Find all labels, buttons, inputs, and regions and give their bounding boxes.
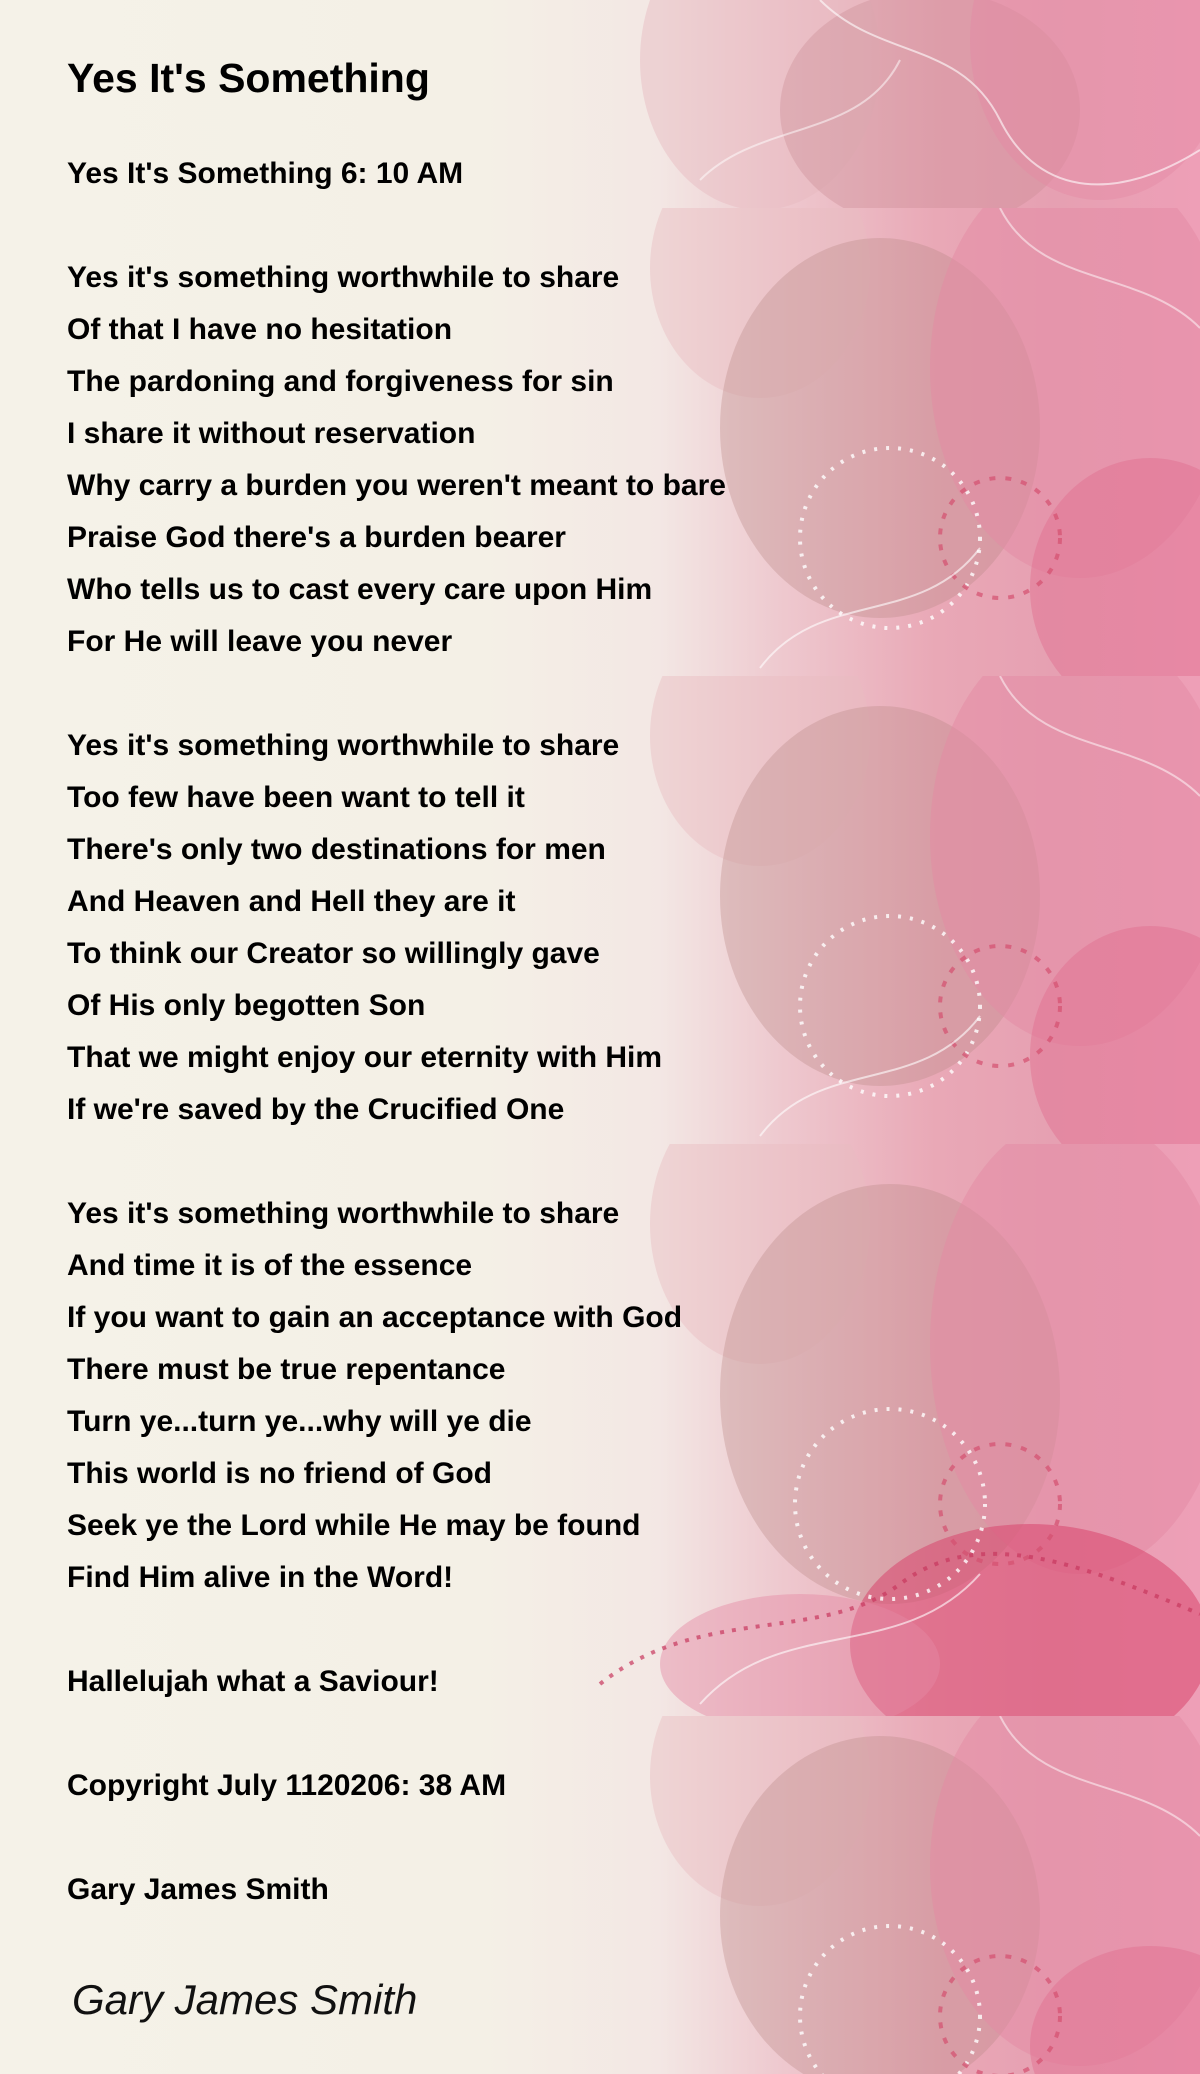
poem-line: The pardoning and forgiveness for sin — [67, 365, 614, 398]
poem-line: Why carry a burden you weren't meant to bare — [67, 469, 726, 502]
poem-line: Find Him alive in the Word! — [67, 1561, 454, 1594]
author-name: Gary James Smith — [67, 1873, 329, 1906]
poem-line: That we might enjoy our eternity with Him — [67, 1041, 663, 1074]
poem-line: Too few have been want to tell it — [67, 781, 525, 814]
poem-line: There's only two destinations for men — [67, 833, 606, 866]
closing-line: Hallelujah what a Saviour! — [67, 1665, 439, 1698]
poem-line: If we're saved by the Crucified One — [67, 1093, 565, 1126]
poem-line: Yes it's something worthwhile to share — [67, 261, 620, 294]
poem-title: Yes It's Something — [67, 55, 430, 101]
poem-line: Of that I have no hesitation — [67, 313, 453, 346]
poem-line: Praise God there's a burden bearer — [67, 521, 566, 554]
poem-line: I share it without reservation — [67, 417, 476, 450]
poem-line: For He will leave you never — [67, 625, 453, 658]
poem-line: Yes it's something worthwhile to share — [67, 1197, 620, 1230]
poem-line: And time it is of the essence — [67, 1249, 473, 1282]
poem-subtitle: Yes It's Something 6: 10 AM — [67, 157, 464, 190]
poem-line: If you want to gain an acceptance with God — [67, 1301, 683, 1334]
poem-line: To think our Creator so willingly gave — [67, 937, 600, 970]
copyright-text: Copyright July 1120206: 38 AM — [67, 1769, 507, 1802]
author-signature: Gary James Smith — [72, 1976, 418, 2023]
poem-line: Yes it's something worthwhile to share — [67, 729, 620, 762]
poem-line: There must be true repentance — [67, 1353, 506, 1386]
poem-line: Seek ye the Lord while He may be found — [67, 1509, 641, 1542]
poem-line: Who tells us to cast every care upon Him — [67, 573, 653, 606]
poem-line: And Heaven and Hell they are it — [67, 885, 516, 918]
poem-line: Turn ye...turn ye...why will ye die — [67, 1405, 532, 1438]
poem-line: This world is no friend of God — [67, 1457, 492, 1490]
poem-line: Of His only begotten Son — [67, 989, 426, 1022]
